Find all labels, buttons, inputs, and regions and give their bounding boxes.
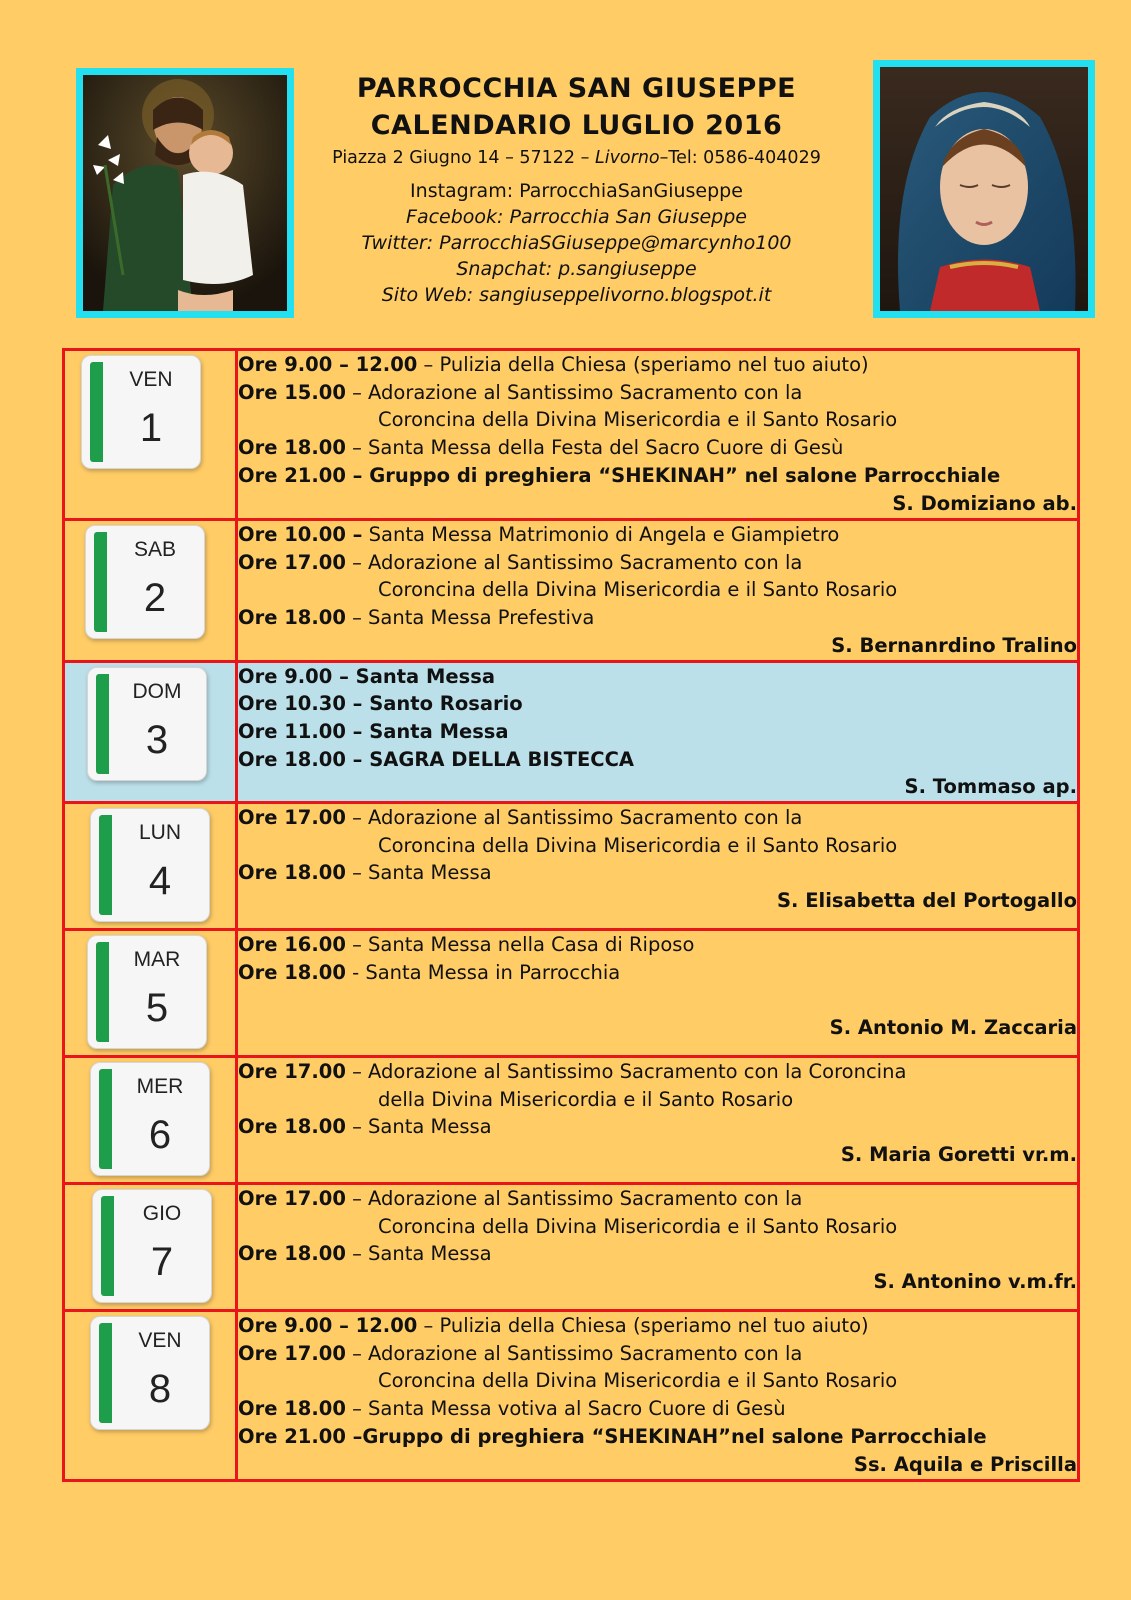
address-city: Livorno (594, 148, 660, 168)
calendar-row (64, 930, 1079, 1057)
event-text: – Adorazione al Santissimo Sacramento con la Coroncina (345, 1060, 907, 1084)
day-number: 2 (143, 576, 167, 620)
day-number: 7 (150, 1240, 174, 1285)
calendar-day-icon (81, 355, 201, 469)
day-number: 6 (148, 1113, 172, 1158)
event-line: Ore 18.00 – SAGRA DELLA BISTECCA (238, 747, 634, 771)
calendar-day-icon (87, 667, 207, 781)
event-continuation: Coroncina della Divina Misericordia e il Santo Rosario (378, 1214, 898, 1238)
events-cell (237, 520, 1079, 662)
event-line: Ore 9.00 – Santa Messa (238, 664, 496, 688)
day-name: MAR (133, 948, 181, 972)
event-time: Ore 17.00 (238, 1341, 346, 1365)
event-time: Ore 9.00 – 12.00 (238, 353, 418, 376)
saint-of-day: S. Antonino v.m.fr. (873, 1270, 1077, 1294)
event-continuation: Coroncina della Divina Misericordia e il Santo Rosario (378, 833, 898, 857)
event-line (238, 379, 1077, 407)
address-phone: –Tel: 0586-404029 (659, 148, 821, 168)
event-text: - Santa Messa in Parrocchia (345, 960, 621, 984)
event-time: Ore 18.00 (238, 1115, 346, 1139)
calendar-title: CALENDARIO LUGLIO 2016 (370, 110, 783, 141)
calendar-day-icon (90, 1062, 210, 1176)
calendar-row (64, 803, 1079, 930)
event-line (238, 604, 1077, 632)
day-name: SAB (133, 538, 177, 561)
day-name: VEN (129, 368, 173, 391)
event-text: – Pulizia della Chiesa (speriamo nel tuo aiuto) (417, 353, 869, 376)
calendar-day-icon (90, 1316, 210, 1430)
event-time: Ore 17.00 (238, 1187, 346, 1211)
saint-of-day: S. Domiziano ab. (892, 491, 1077, 515)
social-links (290, 178, 863, 308)
event-line (238, 959, 1077, 987)
day-cell (64, 803, 237, 930)
day-cell (64, 350, 237, 520)
event-time: Ore 17.00 (238, 550, 346, 574)
day-cell (64, 520, 237, 662)
calendar-day-icon (92, 1189, 212, 1303)
events-cell (237, 930, 1079, 1057)
saint-of-day: S. Bernanrdino Tralino (831, 633, 1077, 657)
calendar-body (64, 350, 1079, 1481)
day-cell (64, 661, 237, 803)
event-text: – Adorazione al Santissimo Sacramento con la (345, 380, 803, 404)
event-line: Ore 21.00 – Gruppo di preghiera “SHEKINAH” nel salone Parrocchiale (238, 463, 1001, 487)
event-text: Santa Messa Matrimonio di Angela e Giampietro (362, 523, 840, 546)
calendar-row (64, 1184, 1079, 1311)
event-time: Ore 18.00 (238, 606, 346, 630)
event-line (238, 1340, 1077, 1368)
address (290, 146, 863, 170)
event-continuation: della Divina Misericordia e il Santo Rosario (378, 1087, 794, 1111)
events-cell (237, 1184, 1079, 1311)
day-cell (64, 930, 237, 1057)
event-continuation: Coroncina della Divina Misericordia e il Santo Rosario (378, 1369, 898, 1393)
event-line: Ore 11.00 – Santa Messa (238, 719, 509, 743)
day-number: 1 (139, 406, 163, 450)
calendar-table (62, 348, 1080, 1482)
saint-of-day: S. Tommaso ap. (904, 775, 1077, 799)
event-text: – Santa Messa nella Casa di Riposo (345, 933, 695, 957)
event-time: Ore 17.00 (238, 1060, 346, 1084)
header (290, 70, 863, 308)
calendar-row (64, 520, 1079, 662)
event-time: Ore 17.00 (238, 806, 346, 830)
events-cell (237, 1057, 1079, 1184)
madonna-image (873, 60, 1095, 318)
events-cell (237, 350, 1079, 520)
event-time: Ore 10.00 – (238, 523, 363, 546)
calendar-day-icon (90, 808, 210, 922)
parish-title: PARROCCHIA SAN GIUSEPPE (356, 73, 797, 104)
address-street: Piazza 2 Giugno 14 – 57122 – (332, 148, 595, 168)
snapchat-link[interactable]: Snapchat: p.sangiuseppe (456, 258, 697, 280)
event-line (238, 804, 1077, 832)
calendar-row (64, 1057, 1079, 1184)
events-cell (237, 803, 1079, 930)
day-number: 4 (148, 859, 172, 904)
saint-of-day: S. Maria Goretti vr.m. (840, 1143, 1077, 1167)
event-text: – Pulizia della Chiesa (speriamo nel tuo aiuto) (417, 1314, 869, 1338)
calendar-row (64, 350, 1079, 520)
event-time: Ore 9.00 – 12.00 (238, 1314, 418, 1338)
calendar-row (64, 1311, 1079, 1481)
website-link[interactable]: Sito Web: sangiuseppelivorno.blogspot.it (381, 284, 772, 306)
event-text: – Santa Messa (345, 1115, 492, 1139)
event-text: – Adorazione al Santissimo Sacramento con la (345, 550, 803, 574)
day-name: MER (136, 1075, 184, 1099)
events-cell (237, 1311, 1079, 1481)
event-time: Ore 18.00 (238, 960, 346, 984)
day-name: VEN (138, 1329, 182, 1353)
blank-line (238, 986, 1077, 1014)
event-time: Ore 15.00 (238, 380, 346, 404)
event-line (238, 521, 1077, 549)
event-line: Ore 21.00 –Gruppo di preghiera “SHEKINAH”nel salone Parrocchiale (238, 1424, 987, 1448)
event-time: Ore 16.00 (238, 933, 346, 957)
event-text: – Santa Messa della Festa del Sacro Cuore di Gesù (345, 436, 844, 460)
event-line (238, 549, 1077, 577)
day-name: DOM (132, 679, 182, 703)
event-line: Ore 10.30 – Santo Rosario (238, 692, 523, 716)
event-continuation: Coroncina della Divina Misericordia e il Santo Rosario (378, 578, 898, 602)
day-number: 5 (145, 986, 169, 1031)
event-continuation: Coroncina della Divina Misericordia e il Santo Rosario (378, 408, 898, 432)
event-line (238, 1395, 1077, 1423)
event-time: Ore 18.00 (238, 1242, 346, 1266)
event-line (238, 1113, 1077, 1141)
day-number: 8 (148, 1367, 172, 1412)
event-line (238, 351, 1077, 379)
day-cell (64, 1057, 237, 1184)
twitter-link[interactable]: Twitter: ParrocchiaSGiuseppe@marcynho100 (361, 232, 792, 254)
event-line (238, 1240, 1077, 1268)
calendar-row (64, 661, 1079, 803)
event-line (238, 1058, 1077, 1086)
event-line (238, 859, 1077, 887)
event-line (238, 1185, 1077, 1213)
day-number: 3 (145, 717, 169, 762)
day-cell (64, 1311, 237, 1481)
event-time: Ore 18.00 (238, 1397, 346, 1421)
saint-of-day: Ss. Aquila e Priscilla (853, 1452, 1077, 1476)
calendar-day-icon (85, 525, 205, 639)
event-text: – Adorazione al Santissimo Sacramento con la (345, 1341, 803, 1365)
calendar-day-icon (87, 935, 207, 1049)
event-line (238, 931, 1077, 959)
event-line (238, 434, 1077, 462)
instagram-link[interactable]: Instagram: ParrocchiaSanGiuseppe (410, 180, 743, 202)
event-text: – Adorazione al Santissimo Sacramento con la (345, 806, 803, 830)
st-joseph-image (76, 68, 294, 318)
event-text: – Santa Messa votiva al Sacro Cuore di Gesù (345, 1397, 786, 1421)
event-text: – Santa Messa Prefestiva (345, 606, 595, 630)
events-cell (237, 661, 1079, 803)
event-line (238, 1312, 1077, 1340)
day-name: LUN (138, 821, 181, 845)
saint-of-day: S. Elisabetta del Portogallo (776, 889, 1077, 913)
day-cell (64, 1184, 237, 1311)
saint-of-day: S. Antonio M. Zaccaria (829, 1016, 1077, 1040)
event-time: Ore 18.00 (238, 861, 346, 885)
event-time: Ore 18.00 (238, 436, 346, 460)
event-text: – Adorazione al Santissimo Sacramento con la (345, 1187, 803, 1211)
event-text: – Santa Messa (345, 1242, 492, 1266)
day-name: GIO (142, 1202, 182, 1226)
event-text: – Santa Messa (345, 861, 492, 885)
facebook-link[interactable]: Facebook: Parrocchia San Giuseppe (406, 206, 747, 228)
